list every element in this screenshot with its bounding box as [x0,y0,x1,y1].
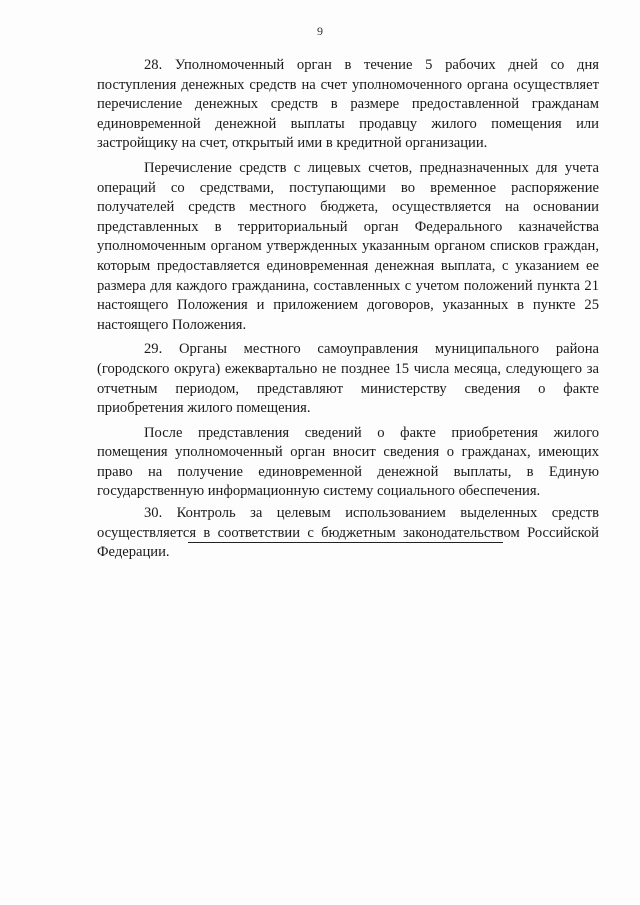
page-number: 9 [317,24,323,38]
paragraph-29: 29. Органы местного самоуправления муниципального района (городского округа) ежеквартально не позднее 15 числа месяца, следующего за отчетным периодом, представляют министерству сведения о факте приобретения жилого помещения. [97,341,599,417]
paragraph-28: 28. Уполномоченный орган в течение 5 рабочих дней со дня поступления денежных средств на счет уполномоченного органа осуществляет перечисление денежных средств в размере предоставленной гражданам единовременной денежной выплаты продавцу жилого помещения или застройщику на счет, открытый ими в кредитной организации. [97,57,599,152]
end-of-document-rule [188,542,503,543]
document-body [97,56,599,568]
paragraph-29-information: После представления сведений о факте приобретения жилого помещения уполномоченный орган вносит сведения о гражданах, имеющих право на получение единовременной денежной выплаты, в Единую государственную информационную систему социального обеспечения. [97,424,599,500]
paragraph-28-transfer: Перечисление средств с лицевых счетов, предназначенных для учета операций со средствами, поступающими во временное распоряжение получателей средств местного бюджета, осуществляется на основании представленных в территориальный орган Федерального казначейства уполномоченным органом утвержденных указанным органом списков граждан, которым предоставляется единовременная денежная выплата, с указанием ее размера для каждого гражданина, составленных с учетом положений пункта 21 настоящего Положения и приложением договоров, указанных в пункте 25 настоящего Положения. [97,159,599,333]
paragraph-30: 30. Контроль за целевым использованием выделенных средств осуществляется в соответствии с бюджетным законодательством Российской Федерации. [97,505,599,561]
